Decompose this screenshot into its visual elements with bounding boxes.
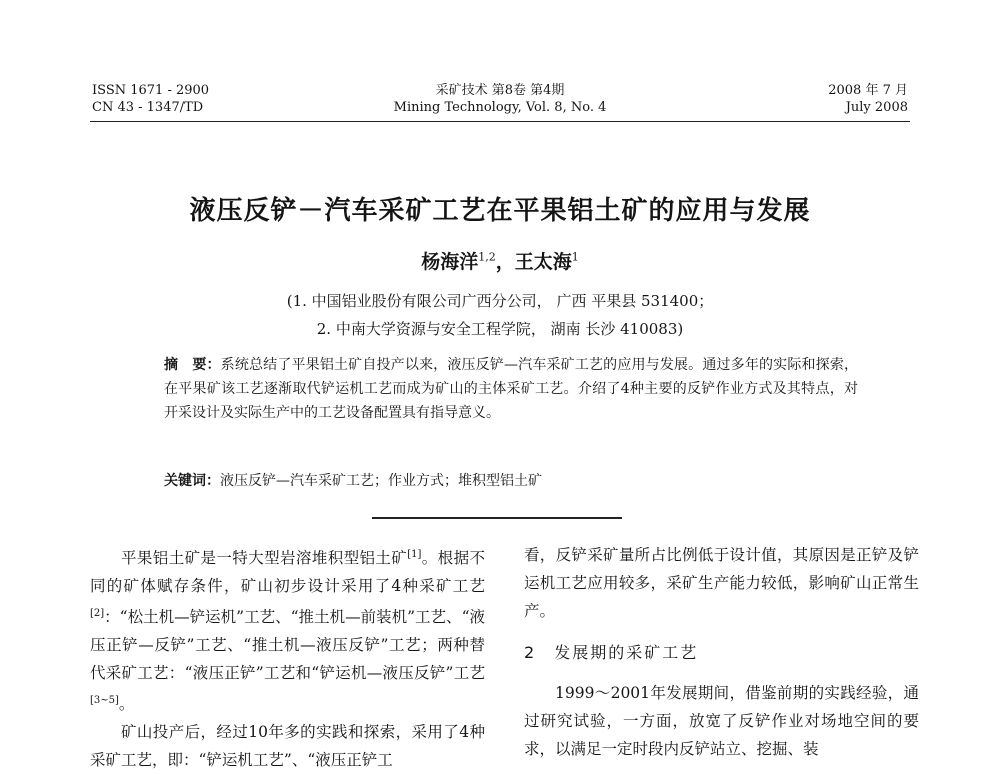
body-paragraph: 看，反铲采矿量所占比例低于设计值，其原因是正铲及铲运机工艺应用较多，采矿生产能力较低，影响矿山正常生产。 (524, 546, 919, 620)
citation-ref: [3~5] (90, 695, 119, 707)
abstract (164, 353, 858, 425)
citation-ref: [1] (407, 549, 422, 560)
abstract-text: 系统总结了平果铝土矿自投产以来，液压反铲—汽车采矿工艺的应用与发展。通过多年的实际和探索，在平果矿该工艺逐渐取代铲运机工艺而成为矿山的主体采矿工艺。介绍了4种主要的反铲作业方式及其特点，对开采设计及实际生产中的工艺设备配置具有指导意义。 (164, 357, 859, 421)
keywords-text: 液压反铲—汽车采矿工艺；作业方式；堆积型铝土矿 (220, 473, 542, 489)
keywords-label: 关键词： (164, 473, 220, 489)
body-text: 平果铝土矿是一特大型岩溶堆积型铝土矿 (121, 549, 408, 568)
paper-title: 液压反铲－汽车采矿工艺在平果铝土矿的应用与发展 (189, 196, 811, 226)
journal-name-cn: 采矿技术 第8卷 第4期 (435, 83, 565, 98)
abstract-label: 摘 要： (164, 357, 221, 373)
author-1: 杨海洋 (421, 251, 479, 273)
author-2-affil: 1 (571, 250, 579, 264)
body-column-right (524, 541, 919, 763)
body-text: ：“松土机—铲运机”工艺、“推土机—前装机”工艺、“液压正铲—反铲”工艺、“推土机—液压反铲”工艺；两种替代采矿工艺：“液压正铲”工艺和“铲运机—液压反铲”工艺 (90, 608, 485, 683)
author-separator: ， (495, 251, 515, 273)
abstract-divider (372, 517, 622, 519)
date-cn: 2008 年 7 月 (828, 83, 908, 98)
header-right (828, 82, 908, 116)
body-paragraph (90, 541, 485, 718)
citation-ref: [2] (90, 608, 105, 620)
body-paragraph: 1999～2001年发展期间，借鉴前期的实践经验，通过研究试验，一方面，放宽了反铲作业对场地空间的要求，以满足一定时段内反铲站立、挖掘、装 (524, 684, 919, 758)
header-divider (90, 121, 910, 122)
body-text: 。 (118, 695, 135, 714)
section-number: 2 (524, 643, 537, 662)
body-paragraph: 矿山投产后，经过10年多的实践和探索，采用了4种采矿工艺，即：“铲运机工艺”、“液压正铲工 (90, 723, 485, 770)
author-line (0, 247, 1000, 274)
body-column-left (90, 541, 485, 774)
author-2: 王太海 (514, 251, 572, 273)
keywords (164, 470, 858, 492)
journal-name-en: Mining Technology, Vol. 8, No. 4 (393, 100, 607, 115)
issn: ISSN 1671 - 2900 (92, 83, 210, 98)
section-heading (524, 639, 919, 667)
date-en: July 2008 (845, 100, 908, 115)
author-1-affil: 1,2 (478, 250, 496, 264)
section-title: 发展期的采矿工艺 (554, 643, 699, 662)
body-text: 。根据不同的矿体赋存条件，矿山初步设计采用了4种采矿工艺 (90, 549, 485, 596)
cn-number: CN 43 - 1347/TD (92, 100, 204, 115)
affiliation-1: (1. 中国铝业股份有限公司广西分公司， 广西 平果县 531400； (286, 292, 714, 310)
affiliation-2: 2. 中南大学资源与安全工程学院， 湖南 长沙 410083) (316, 320, 684, 338)
